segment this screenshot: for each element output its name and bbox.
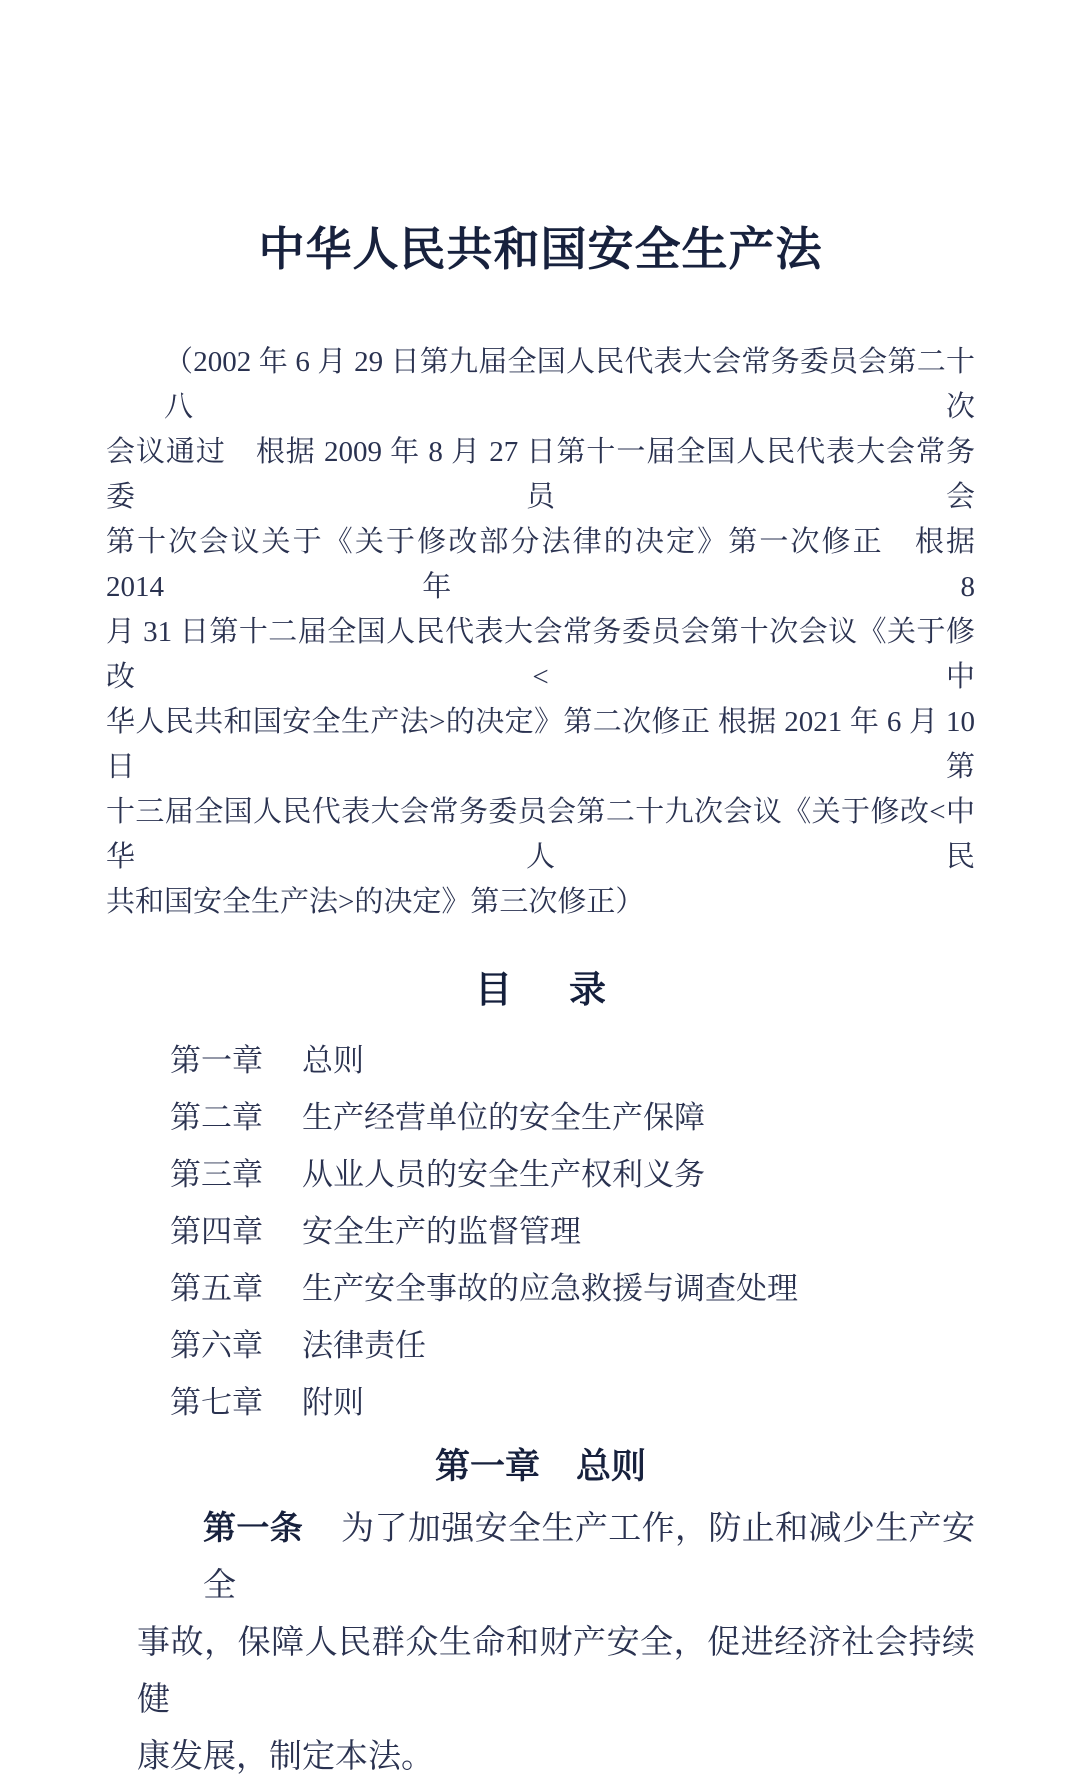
chapter-heading-title: 总则 [576,1447,647,1486]
toc-chapter-label: 第四章 [170,1214,263,1249]
toc-item-chapter-3 [106,1146,975,1203]
preamble-line: 华人民共和国安全生产法>的决定》第二次修正 根据 2021 年 6 月 10 日第 [106,706,975,783]
toc-chapter-label: 第五章 [170,1271,263,1306]
toc-chapter-label: 第六章 [170,1328,263,1363]
toc-chapter-label: 第七章 [170,1385,263,1420]
toc-chapter-label: 第二章 [170,1100,263,1135]
chapter-heading-number: 第一章 [434,1447,540,1486]
document-page [0,220,1080,1775]
toc-chapter-title: 附则 [302,1385,364,1420]
preamble-line: 月 31 日第十二届全国人民代表大会常务委员会第十次会议《关于修改<中 [106,616,975,693]
article-1-paragraph [106,1499,975,1786]
toc-item-chapter-1 [106,1032,975,1089]
toc-heading: 目 录 [475,969,616,1010]
toc-item-chapter-6 [106,1317,975,1374]
toc-list [106,1032,975,1431]
preamble-line: 第十次会议关于《关于修改部分法律的决定》第一次修正 根据 2014 年 8 [106,526,975,603]
article-text: 为了加强安全生产工作，防止和减少生产安全 [203,1511,976,1604]
article-line: 事故，保障人民群众生命和财产安全，促进经济社会持续健 [137,1625,975,1718]
toc-chapter-title: 安全生产的监督管理 [302,1214,581,1249]
toc-chapter-title: 生产经营单位的安全生产保障 [302,1100,705,1135]
preamble-line: （2002 年 6 月 29 日第九届全国人民代表大会常务委员会第二十八次 [164,346,975,423]
toc-chapter-title: 总则 [302,1043,364,1078]
toc-chapter-title: 从业人员的安全生产权利义务 [302,1157,705,1192]
preamble-line: 共和国安全生产法>的决定》第三次修正） [106,886,645,918]
toc-chapter-title: 生产安全事故的应急救援与调查处理 [302,1271,798,1306]
toc-chapter-title: 法律责任 [302,1328,426,1363]
chapter-1-heading [106,1443,975,1491]
toc-item-chapter-7 [106,1374,975,1431]
toc-item-chapter-2 [106,1089,975,1146]
toc-chapter-label: 第三章 [170,1157,263,1192]
article-number-label: 第一条 [203,1509,304,1546]
preamble [106,340,975,925]
toc-chapter-label: 第一章 [170,1043,263,1078]
preamble-line: 会议通过 根据 2009 年 8 月 27 日第十一届全国人民代表大会常务委员会 [106,436,975,513]
toc-item-chapter-4 [106,1203,975,1260]
preamble-line: 十三届全国人民代表大会常务委员会第二十九次会议《关于修改<中华人民 [106,796,975,873]
document-title: 中华人民共和国安全生产法 [258,223,823,275]
article-line: 康发展，制定本法。 [137,1739,434,1775]
article-line [137,1499,975,1615]
toc-item-chapter-5 [106,1260,975,1317]
